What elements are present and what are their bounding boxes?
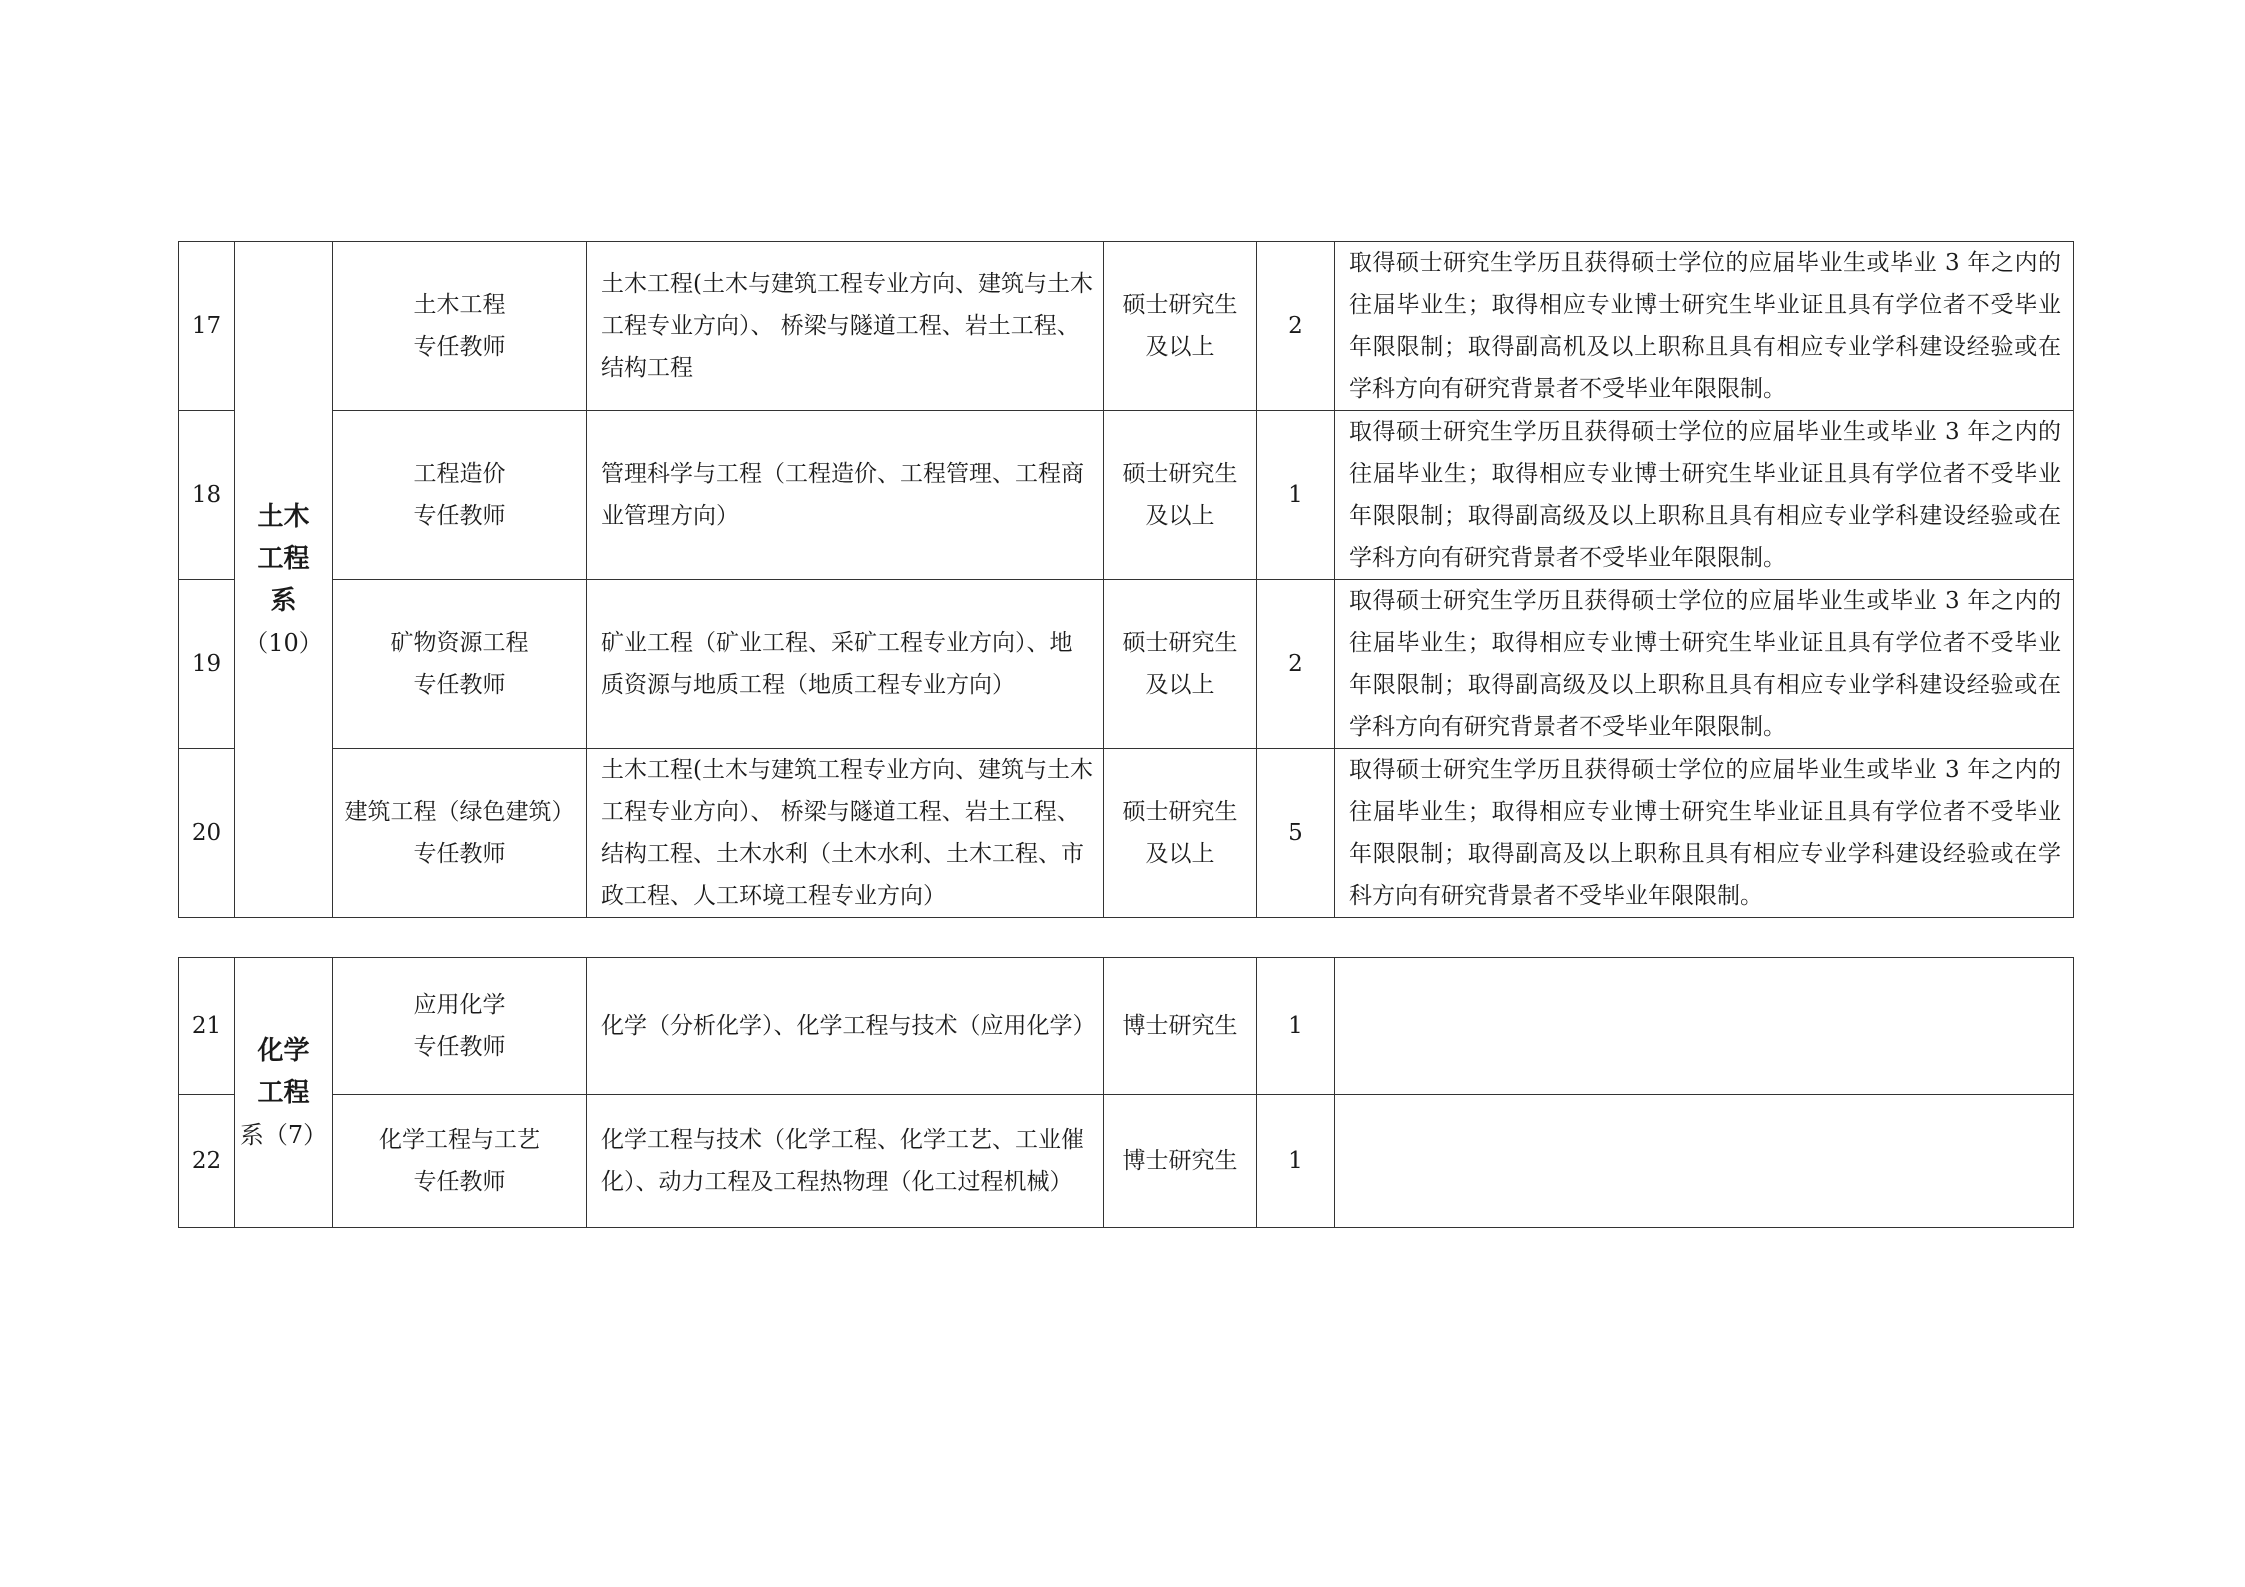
- row-index: 19: [179, 580, 235, 749]
- position-role: 专任教师: [413, 672, 506, 698]
- requirements-cell: 取得硕士研究生学历且获得硕士学位的应届毕业生或毕业 3 年之内的往届毕业生；取得相应专业博士研究生毕业证且具有学位者不受毕业年限限制；取得副高级及以上职称且具有相应专业学科建设经验或在学科方向有研究背景者不受毕业年限限制。: [1335, 580, 2074, 749]
- majors-cell: 土木工程(土木与建筑工程专业方向、建筑与土木工程专业方向）、 桥梁与隧道工程、岩土工程、结构工程: [587, 242, 1104, 411]
- majors-cell: 土木工程(土木与建筑工程专业方向、建筑与土木工程专业方向）、 桥梁与隧道工程、岩土工程、结构工程、土木水利（土木水利、土木工程、市政工程、人工环境工程专业方向）: [587, 749, 1104, 918]
- position-title: 工程造价: [413, 461, 506, 487]
- department-count: （10）: [244, 628, 323, 657]
- education-cell: 博士研究生: [1104, 958, 1257, 1095]
- education-cell: [1104, 242, 1257, 411]
- education-level: 硕士研究生: [1122, 292, 1238, 318]
- department-name-line: 工程: [257, 1077, 310, 1108]
- table-row: [179, 749, 2074, 918]
- position-title: 矿物资源工程: [390, 630, 529, 656]
- chemical-engineering-table: [178, 957, 2074, 1228]
- row-index: 17: [179, 242, 235, 411]
- headcount-cell: 1: [1257, 1095, 1335, 1228]
- row-index: 22: [179, 1095, 235, 1228]
- position-role: 专任教师: [413, 841, 506, 867]
- position-title: 土木工程: [413, 292, 506, 318]
- education-cell: [1104, 411, 1257, 580]
- education-qualifier: 及以上: [1145, 672, 1215, 698]
- department-cell: [235, 242, 333, 918]
- education-level: 硕士研究生: [1122, 630, 1238, 656]
- headcount-cell: 2: [1257, 580, 1335, 749]
- requirements-cell: 取得硕士研究生学历且获得硕士学位的应届毕业生或毕业 3 年之内的往届毕业生；取得相应专业博士研究生毕业证且具有学位者不受毕业年限限制；取得副高级及以上职称且具有相应专业学科建设经验或在学科方向有研究背景者不受毕业年限限制。: [1335, 411, 2074, 580]
- department-cell: [235, 958, 333, 1228]
- table-row: [179, 1095, 2074, 1228]
- position-role: 专任教师: [413, 334, 506, 360]
- department-name-line: 工程: [257, 543, 310, 574]
- education-cell: [1104, 580, 1257, 749]
- requirements-cell: [1335, 958, 2074, 1095]
- requirements-cell: 取得硕士研究生学历且获得硕士学位的应届毕业生或毕业 3 年之内的往届毕业生；取得相应专业博士研究生毕业证且具有学位者不受毕业年限限制；取得副高机及以上职称且具有相应专业学科建设经验或在学科方向有研究背景者不受毕业年限限制。: [1335, 242, 2074, 411]
- department-name-line: 系（7）: [239, 1120, 328, 1149]
- majors-cell: 矿业工程（矿业工程、采矿工程专业方向）、地质资源与地质工程（地质工程专业方向）: [587, 580, 1104, 749]
- education-qualifier: 及以上: [1145, 503, 1215, 529]
- table-row: [179, 242, 2074, 411]
- majors-cell: 管理科学与工程（工程造价、工程管理、工程商业管理方向）: [587, 411, 1104, 580]
- row-index: 18: [179, 411, 235, 580]
- education-qualifier: 及以上: [1145, 841, 1215, 867]
- headcount-cell: 2: [1257, 242, 1335, 411]
- education-cell: 博士研究生: [1104, 1095, 1257, 1228]
- position-cell: [333, 1095, 587, 1228]
- table-row: [179, 411, 2074, 580]
- majors-cell: 化学（分析化学）、化学工程与技术（应用化学）: [587, 958, 1104, 1095]
- headcount-cell: 1: [1257, 958, 1335, 1095]
- requirements-cell: 取得硕士研究生学历且获得硕士学位的应届毕业生或毕业 3 年之内的往届毕业生；取得相应专业博士研究生毕业证且具有学位者不受毕业年限限制；取得副高及以上职称且具有相应专业学科建设经验或在学科方向有研究背景者不受毕业年限限制。: [1335, 749, 2074, 918]
- position-role: 专任教师: [413, 1169, 506, 1195]
- education-qualifier: 及以上: [1145, 334, 1215, 360]
- majors-cell: 化学工程与技术（化学工程、化学工艺、工业催化）、动力工程及工程热物理（化工过程机械）: [587, 1095, 1104, 1228]
- position-title: 化学工程与工艺: [379, 1127, 540, 1153]
- civil-engineering-table: [178, 241, 2074, 918]
- headcount-cell: 5: [1257, 749, 1335, 918]
- education-level: 硕士研究生: [1122, 461, 1238, 487]
- education-cell: [1104, 749, 1257, 918]
- position-cell: [333, 580, 587, 749]
- row-index: 21: [179, 958, 235, 1095]
- position-role: 专任教师: [413, 1034, 506, 1060]
- position-title: 建筑工程（绿色建筑）: [344, 799, 575, 825]
- requirements-cell: [1335, 1095, 2074, 1228]
- row-index: 20: [179, 749, 235, 918]
- department-name-line: 化学: [257, 1035, 310, 1066]
- department-name-line: 土木: [257, 501, 310, 532]
- position-cell: [333, 242, 587, 411]
- position-cell: [333, 411, 587, 580]
- position-title: 应用化学: [413, 992, 506, 1018]
- education-level: 硕士研究生: [1122, 799, 1238, 825]
- position-cell: [333, 749, 587, 918]
- table-row: [179, 958, 2074, 1095]
- headcount-cell: 1: [1257, 411, 1335, 580]
- position-role: 专任教师: [413, 503, 506, 529]
- department-name-line: 系: [270, 585, 297, 616]
- position-cell: [333, 958, 587, 1095]
- table-row: [179, 580, 2074, 749]
